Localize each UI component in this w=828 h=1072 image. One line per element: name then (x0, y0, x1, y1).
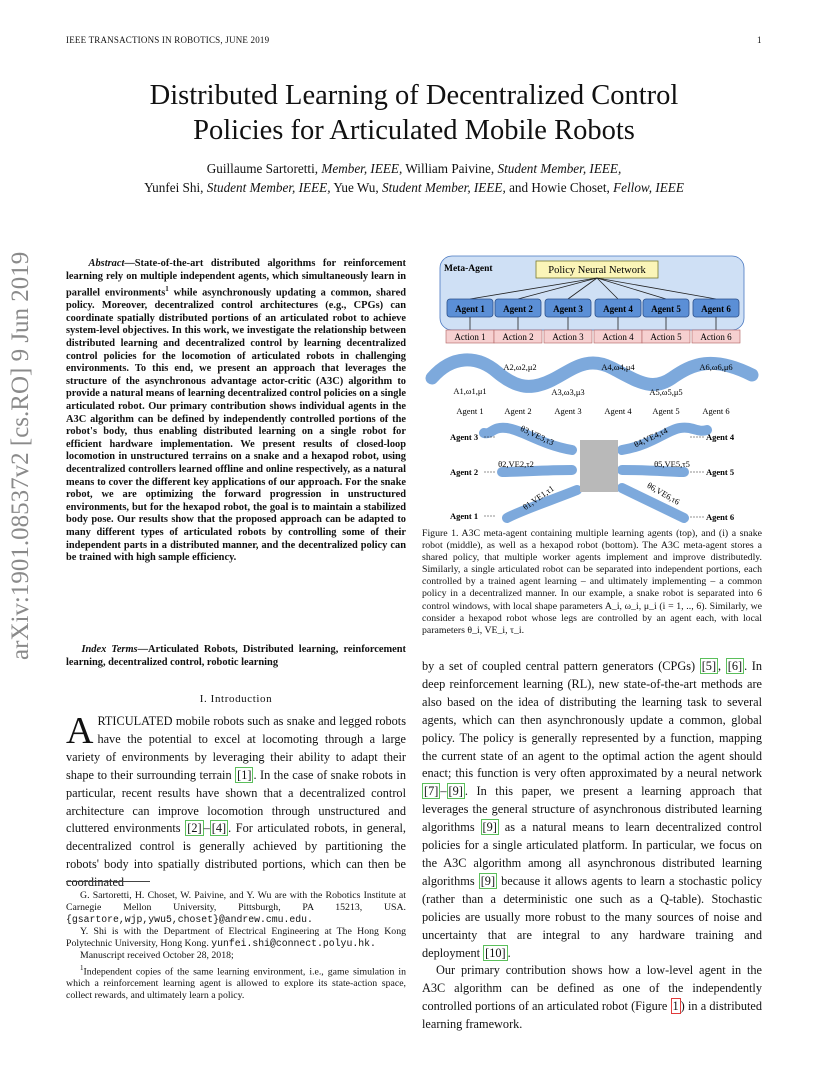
hexapod-agent-label: Agent 5 (706, 467, 735, 477)
hexapod-agent-label: Agent 2 (450, 467, 479, 477)
right-paragraph-1: by a set of coupled central pattern generators (CPGs) [5] , [6] . In deep reinforcement learning (RL), new state-of-the-art methods are also based on the idea of distributing the learning task to several agents, which can then asynchronously update a common, global policy. The policy is generally represented by a function, mapping the current state of an agent to the optimal action the agent should enact; this function is very often approximated by a neural network [7] – [9] . In this paper, we present a learning approach that leverages the general structure of asynchronous distributed learning algorithms [9] as a natural means to learn decentralized control policies for a single articulated platform. In particular, we focus on the A3C algorithm among all asynchronous distributed learning algorithms [9] because it allows agents to learn a stochastic policy (rather than a deterministic one such as a Q-table). Stochastic policies are usually more robust to the many sources of noise and uncertainty that are integral to any hardware training and deployment [10] . (422, 659, 762, 960)
footnote-affiliation-polyu: Y. Shi is with the Department of Electrical Engineering at The Hong Kong Polytechnic University, Hong Kong. (66, 926, 406, 949)
intro-paragraph (66, 710, 406, 892)
figure-link[interactable]: 1 (672, 999, 679, 1014)
agent-label: Agent 1 (455, 304, 485, 314)
agent-label: Agent 5 (651, 304, 681, 314)
action-label: Action 3 (552, 332, 584, 342)
footnote-email-polyu: yunfei.shi@connect.polyu.hk. (211, 938, 376, 949)
abstract-text-a: —State-of-the-art distributed algorithms for reinforcement learning rely on multiple independent agents, which simultaneously learn in parallel environments (66, 258, 406, 299)
leg-params: θ5,VE5,τ5 (654, 459, 690, 469)
right-column-body (422, 658, 762, 1034)
index-terms-text: —Articulated Robots, Distributed learning, reinforcement learning, decentralized control, robotic learning (66, 644, 407, 668)
paper-title (60, 78, 768, 148)
meta-agent-label: Meta-Agent (444, 264, 493, 274)
citation-link[interactable]: [7] (424, 784, 439, 799)
leg-params: θ6,VE6,τ6 (645, 480, 682, 507)
footnote-email-cmu: {gsartore,wjp,ywu5,choset}@andrew.cmu.edu. (66, 914, 313, 925)
citation-link[interactable]: [6] (727, 659, 743, 673)
hexapod-agent-label: Agent 6 (706, 512, 735, 522)
title-line-2: Policies for Articulated Mobile Robots (193, 115, 635, 146)
figure-caption: Figure 1. A3C meta-agent containing multiple learning agents (top), and (i) a snake robot (middle), as well as a hexapod robot (bottom). The A3C meta-agent stores a shared policy, that multiple worker agents implement and improve distributedly. Similarly, a single articulated robot can be separated into independent portions, each controlled by a trained agent learning – and ultimately implementing – a common policy in a decentralized manner. In our example, a snake robot is separated into 6 control windows, with local shape parameters A_i, ω_i, μ_i (i = 1, .., 6). Similarly, we consider a hexapod robot whose legs are controlled by an agent each, with local parameters θ_i, VE_i, τ_i. (422, 528, 762, 636)
index-terms (66, 644, 406, 669)
snake-agent-label: Agent 5 (652, 406, 680, 416)
author-5-role: Fellow, IEEE (613, 180, 684, 195)
intro-text-2: . In the case of snake robots in particular, recent results have shown that a decentralized control architecture can improve locomotion through unstructured and cluttered environments (66, 767, 406, 836)
snake-agent-label: Agent 3 (554, 406, 582, 416)
title-line-1: Distributed Learning of Decentralized Control (149, 80, 679, 111)
leg-params: θ3,VE3,τ3 (518, 423, 556, 448)
author-2-role: Student Member, IEEE, (497, 161, 622, 176)
snake-agent-label: Agent 6 (702, 406, 730, 416)
citation-link[interactable]: [2] (187, 821, 202, 836)
citation-link[interactable]: [10] (485, 945, 506, 960)
footnote-affiliation-cmu: G. Sartoretti, H. Choset, W. Paivine, and Y. Wu are with the Robotics Institute at Carnegie Mellon University, Pittsburgh, PA 15213, USA. (66, 890, 406, 913)
arxiv-stamp: arXiv:1901.08537v2 [cs.RO] 9 Jun 2019 (7, 251, 34, 660)
abstract-lead: Abstract (88, 258, 125, 269)
drop-cap: A (66, 710, 94, 752)
citation-link[interactable]: [9] (482, 820, 497, 835)
agent-label: Agent 4 (603, 304, 633, 314)
footnote-received: Manuscript received October 28, 2018; (80, 950, 234, 961)
snake-shape-params: A3,ω3,μ3 (551, 387, 585, 397)
author-3: Yunfei Shi, (144, 180, 204, 195)
author-1-role: Member, IEEE, (321, 161, 403, 176)
index-terms-lead: Index Terms (81, 644, 138, 655)
author-1: Guillaume Sartoretti, (206, 161, 319, 176)
footnote-rule (66, 881, 150, 882)
action-label: Action 4 (602, 332, 634, 342)
section-heading: I. Introduction (199, 693, 273, 705)
snake-agent-label: Agent 2 (504, 406, 532, 416)
leg-params: θ2,VE2,τ2 (498, 459, 534, 469)
agent-label: Agent 3 (553, 304, 583, 314)
footnotes (66, 890, 406, 1002)
author-4-role: Student Member, IEEE, (381, 180, 506, 195)
author-3-role: Student Member, IEEE, (206, 180, 331, 195)
snake-shape-params: A4,ω4,μ4 (601, 362, 635, 372)
snake-shape-params: A5,ω5,μ5 (649, 387, 683, 397)
abstract-text-b: while asynchronously updating a common, shared policy. Moreover, decentralized control architectures (e.g., CPGs) can coordinate spatially distributed portions of an articulated robot to achieve system-level objectives. In this work, we investigate the relationship between distributed learning and decentralized control by learning decentralized control policies for the locomotion of articulated robots in challenging environments. To this end, we present an approach that leverages the structure of the asynchronous advantage actor-critic (A3C) algorithm to provide a natural means of learning decentralized control policies on a single articulated robot. Our primary contribution shows individual agents in the A3C algorithm can be defined by independently controlled portions of the robot's body, thus enabling distributed learning on a single robot for efficient hardware implementation. We present results of closed-loop locomotion in unstructured terrains on a snake and a hexapod robot, using decentralized controllers learned offline and online respectively, as a natural means to cover the different key applications of our approach. For the snake robot, we are optimizing the forward progression in unstructured environments, but for the hexapod robot, the goal is to maintain a stabilized body pose. Our results show that the proposed approach can be adapted to many different types of articulated robots by controlling some of their independent parts in a distributed manner, and the decentralized policy can be trained with high sample efficiency. (66, 287, 406, 564)
snake-shape-params: A2,ω2,μ2 (503, 362, 537, 372)
author-4: Yue Wu, (333, 180, 379, 195)
hexapod-agent-label: Agent 1 (450, 511, 479, 521)
hexapod-agent-label: Agent 4 (706, 432, 735, 442)
footnote-1-text: Independent copies of the same learning environment, i.e., game simulation in which a reinforcement learning agent is allowed to explore its state-action space, collect rewards, and ultimately learn a policy. (66, 966, 406, 1002)
action-label: Action 2 (502, 332, 534, 342)
figure-1 (422, 250, 764, 526)
page-number: 1 (757, 35, 762, 45)
running-header: IEEE TRANSACTIONS IN ROBOTICS, JUNE 2019 (66, 35, 270, 45)
action-label: Action 6 (700, 332, 732, 342)
policy-network-label: Policy Neural Network (548, 265, 646, 276)
citation-link[interactable]: [9] (448, 784, 463, 799)
leg-params: θ4,VE4,τ4 (632, 425, 670, 450)
hexapod-agent-label: Agent 3 (450, 432, 479, 442)
action-label: Action 1 (454, 332, 486, 342)
snake-shape-params: A1,ω1,μ1 (453, 386, 487, 396)
hexapod-body (580, 440, 618, 492)
author-5: and Howie Choset, (509, 180, 610, 195)
snake-shape-params: A6,ω6,μ6 (699, 362, 733, 372)
intro-text-4: . For articulated robots, in general, decentralized control is generally achieved by partitioning the robots' body into spatially distributed portions, which can then be coordinated (66, 821, 406, 890)
snake-agent-label: Agent 4 (604, 406, 632, 416)
intro-dash: – (203, 821, 210, 836)
intro-text-1: RTICULATED mobile robots such as snake and legged robots have the potential to excel at locomoting through a large variety of environments by leveraging their ability to adapt their shape to their surrounding terrain (66, 714, 406, 782)
agent-label: Agent 2 (503, 304, 533, 314)
footnote-marker: 1 (165, 285, 169, 294)
footnote-number: 1 (80, 964, 84, 972)
citation-link[interactable]: [4] (211, 821, 227, 836)
author-list (60, 159, 768, 197)
right-paragraph-2: Our primary contribution shows how a low-level agent in the A3C algorithm can be defined as one of the independently controlled portions of an articulated robot (Figure 1 ) in a distributed learning framework. (422, 963, 762, 1032)
snake-agent-label: Agent 1 (456, 406, 484, 416)
citation-link[interactable]: [5] (701, 659, 717, 673)
author-2: William Paivine, (405, 161, 495, 176)
citation-link[interactable]: [9] (480, 873, 496, 888)
citation-link[interactable]: [1] (237, 767, 252, 782)
action-label: Action 5 (650, 332, 682, 342)
abstract (66, 258, 406, 565)
agent-label: Agent 6 (701, 304, 731, 314)
leg-params: θ1,VE1,τ1 (520, 483, 556, 512)
